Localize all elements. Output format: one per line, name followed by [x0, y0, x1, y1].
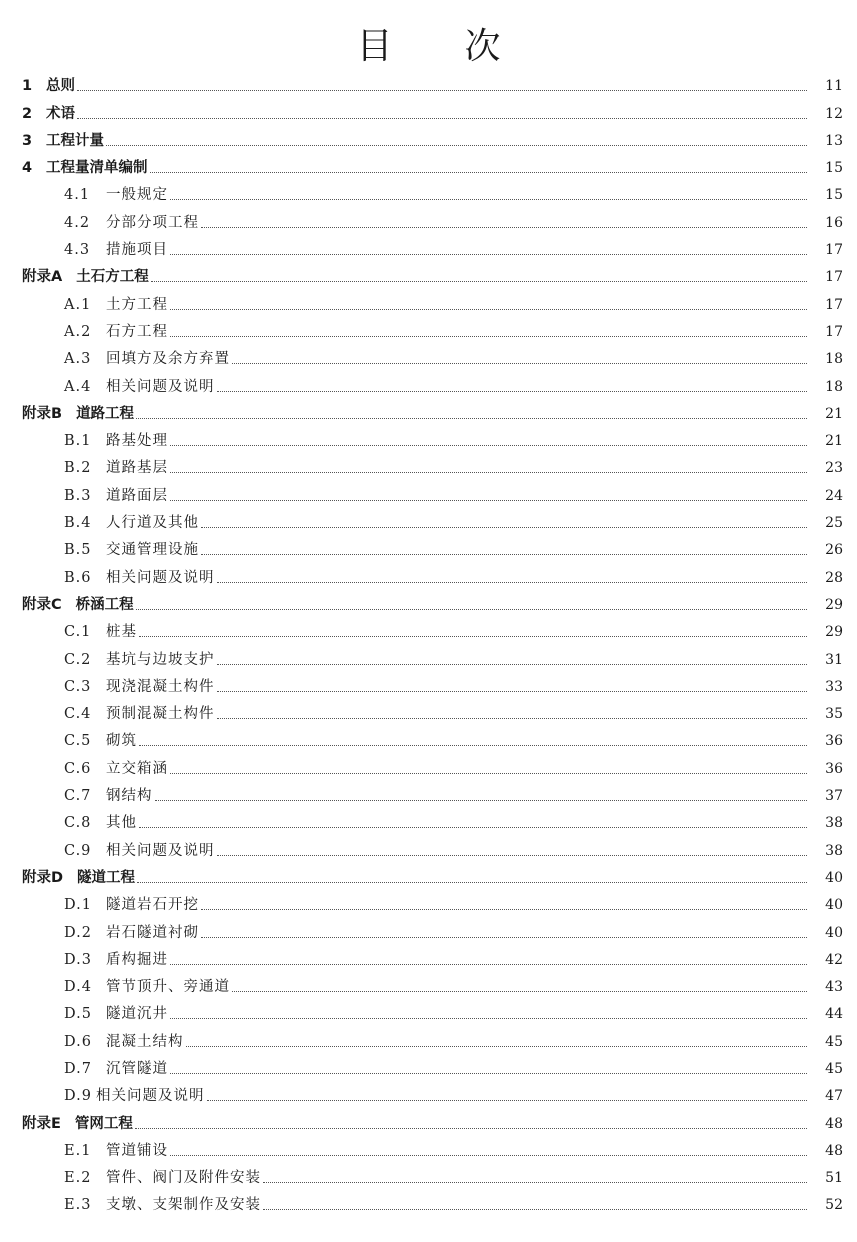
toc-entry-heading: [0, 542, 199, 559]
toc-entry-heading: [0, 324, 168, 341]
toc-entry-title: 沉管隧道: [106, 1060, 168, 1077]
toc-dot-leader: [170, 309, 807, 310]
toc-entry-number: B.5: [64, 542, 92, 559]
toc-dot-leader: [77, 118, 807, 119]
toc-entry-title: 钢结构: [106, 788, 153, 805]
toc-section-entry[interactable]: [0, 1057, 857, 1084]
toc-section-entry[interactable]: [0, 456, 857, 483]
toc-entry-heading: [0, 679, 215, 696]
toc-entry-heading: [0, 761, 168, 778]
toc-dot-leader: [201, 227, 807, 228]
toc-dot-leader: [217, 855, 808, 856]
toc-entry-title: 其他: [106, 815, 137, 832]
toc-dot-leader: [77, 90, 807, 91]
toc-entry-title: 道路工程: [76, 405, 135, 422]
toc-dot-leader: [135, 1128, 807, 1129]
toc-entry-title: 支墩、支架制作及安装: [106, 1197, 261, 1214]
toc-entry-number: E.1: [64, 1142, 92, 1159]
toc-page-number: 37: [825, 788, 843, 805]
toc-entry-number: C.8: [64, 815, 92, 832]
toc-entry-title: 工程计量: [46, 132, 104, 149]
toc-entry-number: 4.3: [64, 242, 91, 259]
toc-dot-leader: [170, 773, 807, 774]
toc-entry-number: 4: [22, 160, 33, 177]
toc-entry-heading: [0, 624, 137, 641]
toc-page-number: 17: [825, 269, 843, 286]
toc-entry-title: 预制混凝土构件: [106, 706, 215, 723]
toc-entry-number: B.4: [64, 515, 92, 532]
toc-entry-number: 3: [22, 132, 33, 149]
toc-chapter-entry[interactable]: [0, 156, 857, 183]
toc-page-number: 40: [825, 924, 843, 941]
toc-entry-heading: [0, 406, 134, 423]
toc-entry-heading: [0, 160, 148, 177]
toc-section-entry[interactable]: [0, 1193, 857, 1220]
toc-entry-number: 2: [22, 105, 33, 122]
toc-entry-heading: [0, 133, 104, 150]
toc-entry-title: 总则: [46, 78, 75, 95]
toc-entry-title: 相关问题及说明: [96, 1088, 205, 1105]
toc-section-entry[interactable]: [0, 483, 857, 510]
toc-dot-leader: [137, 882, 807, 883]
toc-entry-heading: [0, 925, 199, 942]
toc-dot-leader: [170, 199, 807, 200]
toc-entry-number: B.6: [64, 569, 92, 586]
toc-dot-leader: [201, 527, 807, 528]
toc-entry-heading: [0, 187, 168, 204]
toc-dot-leader: [170, 472, 807, 473]
toc-entry-title: 术语: [46, 105, 75, 122]
toc-chapter-entry[interactable]: [0, 265, 857, 292]
toc-entry-title: 土石方工程: [76, 269, 149, 286]
toc-entry-number: 附录A: [22, 269, 63, 286]
toc-dot-leader: [170, 1018, 807, 1019]
toc-entry-title: 基坑与边坡支护: [106, 651, 215, 668]
toc-entry-title: 石方工程: [106, 323, 168, 340]
toc-entry-number: D.3: [64, 951, 92, 968]
toc-page-number: 40: [825, 897, 843, 914]
toc-entry-title: 回填方及余方弃置: [106, 351, 230, 368]
toc-page-number: 16: [825, 214, 843, 231]
toc-entry-heading: [0, 815, 137, 832]
toc-entry-heading: [0, 733, 137, 750]
toc-entry-title: 岩石隧道衬砌: [106, 924, 199, 941]
toc-entry-title: 道路基层: [106, 460, 168, 477]
toc-page-number: 38: [825, 815, 843, 832]
toc-dot-leader: [106, 145, 807, 146]
toc-dot-leader: [201, 554, 807, 555]
toc-entry-title: 相关问题及说明: [106, 378, 215, 395]
toc-dot-leader: [186, 1046, 808, 1047]
toc-entry-title: 土方工程: [106, 296, 168, 313]
toc-entry-number: D.2: [64, 924, 92, 941]
toc-dot-leader: [170, 445, 807, 446]
toc-entry-heading: [0, 1116, 133, 1133]
toc-entry-heading: [0, 1143, 168, 1160]
toc-section-entry[interactable]: [0, 893, 857, 920]
toc-entry-title: 现浇混凝土构件: [106, 678, 215, 695]
toc-section-entry[interactable]: [0, 838, 857, 865]
toc-page-number: 21: [825, 405, 843, 422]
toc-entry-heading: [0, 515, 199, 532]
toc-section-entry[interactable]: [0, 756, 857, 783]
toc-page-number: 11: [825, 78, 843, 95]
toc-section-entry[interactable]: [0, 620, 857, 647]
table-of-contents: [0, 74, 857, 1220]
toc-page-number: 48: [825, 1115, 843, 1132]
toc-page-number: 43: [825, 979, 843, 996]
toc-entry-heading: [0, 1061, 168, 1078]
toc-chapter-entry[interactable]: [0, 101, 857, 128]
toc-section-entry[interactable]: [0, 565, 857, 592]
page-title: 目 次: [356, 26, 501, 67]
toc-dot-leader: [263, 1182, 807, 1183]
toc-entry-number: 附录B: [22, 405, 63, 422]
toc-page-number: 44: [825, 1006, 843, 1023]
toc-entry-number: C.1: [64, 624, 92, 641]
toc-page-number: 17: [825, 296, 843, 313]
toc-entry-title: 隧道沉井: [106, 1006, 168, 1023]
toc-entry-number: D.1: [64, 897, 92, 914]
toc-page-number: 36: [825, 760, 843, 777]
toc-page-number: 12: [825, 105, 843, 122]
toc-entry-title: 措施项目: [106, 242, 168, 259]
toc-dot-leader: [136, 418, 807, 419]
toc-entry-title: 相关问题及说明: [106, 842, 215, 859]
toc-entry-title: 管道铺设: [106, 1142, 168, 1159]
toc-page-number: 29: [825, 624, 843, 641]
toc-dot-leader: [201, 909, 807, 910]
toc-entry-title: 道路面层: [106, 487, 168, 504]
toc-entry-number: C.7: [64, 788, 92, 805]
toc-page-number: 48: [825, 1142, 843, 1159]
toc-entry-title: 人行道及其他: [106, 515, 199, 532]
toc-entry-heading: [0, 652, 215, 669]
toc-dot-leader: [170, 254, 807, 255]
toc-section-entry[interactable]: [0, 320, 857, 347]
toc-dot-leader: [170, 964, 807, 965]
toc-page-number: 33: [825, 678, 843, 695]
toc-page-number: 45: [825, 1060, 843, 1077]
toc-section-entry[interactable]: [0, 702, 857, 729]
toc-entry-number: 附录E: [22, 1115, 61, 1132]
toc-entry-heading: [0, 1088, 205, 1105]
toc-entry-title: 管网工程: [74, 1115, 133, 1132]
toc-entry-heading: [0, 78, 75, 95]
toc-section-entry[interactable]: [0, 948, 857, 975]
toc-page-number: 51: [825, 1170, 843, 1187]
toc-dot-leader: [217, 691, 808, 692]
toc-entry-title: 砌筑: [106, 733, 137, 750]
toc-entry-heading: [0, 1197, 261, 1214]
toc-entry-title: 隧道工程: [77, 869, 136, 886]
toc-section-entry[interactable]: [0, 429, 857, 456]
toc-entry-number: E.3: [64, 1197, 92, 1214]
toc-page-number: 38: [825, 842, 843, 859]
toc-page-number: 24: [825, 487, 843, 504]
toc-dot-leader: [170, 336, 807, 337]
toc-entry-title: 交通管理设施: [106, 542, 199, 559]
toc-page-number: 47: [825, 1088, 843, 1105]
toc-entry-heading: [0, 351, 230, 368]
toc-entry-number: C.9: [64, 842, 92, 859]
toc-entry-heading: [0, 215, 199, 232]
toc-entry-number: B.2: [64, 460, 92, 477]
toc-dot-leader: [263, 1209, 807, 1210]
toc-chapter-entry[interactable]: [0, 866, 857, 893]
toc-entry-number: A.3: [64, 351, 92, 368]
toc-entry-number: B.3: [64, 487, 92, 504]
toc-entry-heading: [0, 597, 134, 614]
toc-entry-heading: [0, 870, 135, 887]
toc-section-entry[interactable]: [0, 729, 857, 756]
toc-page-number: 13: [825, 132, 843, 149]
toc-dot-leader: [136, 609, 807, 610]
toc-page-number: 15: [825, 160, 843, 177]
toc-page-number: 42: [825, 951, 843, 968]
toc-page-number: 25: [825, 515, 843, 532]
toc-entry-title: 管节顶升、旁通道: [106, 979, 230, 996]
toc-section-entry[interactable]: [0, 1166, 857, 1193]
toc-section-entry[interactable]: [0, 511, 857, 538]
toc-section-entry[interactable]: [0, 647, 857, 674]
toc-section-entry[interactable]: [0, 374, 857, 401]
toc-entry-number: A.1: [64, 296, 92, 313]
toc-dot-leader: [207, 1100, 808, 1101]
toc-dot-leader: [139, 745, 807, 746]
toc-chapter-entry[interactable]: [0, 593, 857, 620]
toc-section-entry[interactable]: [0, 811, 857, 838]
toc-section-entry[interactable]: [0, 183, 857, 210]
toc-section-entry[interactable]: [0, 784, 857, 811]
toc-entry-heading: [0, 269, 149, 286]
toc-entry-heading: [0, 242, 168, 259]
toc-entry-number: C.6: [64, 760, 92, 777]
toc-dot-leader: [170, 1073, 807, 1074]
toc-dot-leader: [217, 664, 808, 665]
toc-entry-heading: [0, 297, 168, 314]
toc-page-number: 18: [825, 351, 843, 368]
toc-dot-leader: [155, 800, 808, 801]
toc-entry-number: D.9: [64, 1088, 92, 1105]
toc-section-entry[interactable]: [0, 538, 857, 565]
toc-entry-number: A.4: [64, 378, 92, 395]
toc-entry-heading: [0, 488, 168, 505]
toc-entry-heading: [0, 979, 230, 996]
toc-entry-title: 管件、阀门及附件安装: [106, 1170, 261, 1187]
toc-page-number: 36: [825, 733, 843, 750]
toc-page-number: 15: [825, 187, 843, 204]
toc-entry-heading: [0, 706, 215, 723]
toc-section-entry[interactable]: [0, 238, 857, 265]
toc-page-number: 35: [825, 706, 843, 723]
toc-entry-heading: [0, 1170, 261, 1187]
toc-entry-number: C.3: [64, 678, 92, 695]
toc-dot-leader: [217, 582, 808, 583]
toc-entry-heading: [0, 570, 215, 587]
toc-section-entry[interactable]: [0, 347, 857, 374]
toc-entry-number: D.6: [64, 1033, 92, 1050]
toc-page-number: 18: [825, 378, 843, 395]
toc-entry-number: D.5: [64, 1006, 92, 1023]
toc-page-number: 31: [825, 651, 843, 668]
toc-entry-title: 工程量清单编制: [46, 160, 148, 177]
toc-entry-heading: [0, 843, 215, 860]
toc-chapter-entry[interactable]: [0, 129, 857, 156]
toc-entry-heading: [0, 460, 168, 477]
toc-entry-number: 4.2: [64, 214, 91, 231]
toc-page-number: 23: [825, 460, 843, 477]
toc-section-entry[interactable]: [0, 210, 857, 237]
toc-entry-title: 混凝土结构: [106, 1033, 184, 1050]
toc-section-entry[interactable]: [0, 975, 857, 1002]
toc-dot-leader: [217, 391, 808, 392]
toc-section-entry[interactable]: [0, 1002, 857, 1029]
toc-entry-heading: [0, 897, 199, 914]
toc-entry-number: C.5: [64, 733, 92, 750]
toc-entry-heading: [0, 1006, 168, 1023]
toc-dot-leader: [217, 718, 808, 719]
toc-dot-leader: [232, 991, 807, 992]
toc-entry-heading: [0, 1034, 184, 1051]
toc-section-entry[interactable]: [0, 292, 857, 319]
toc-section-entry[interactable]: [0, 920, 857, 947]
toc-entry-number: D.7: [64, 1060, 92, 1077]
toc-entry-title: 立交箱涵: [106, 760, 168, 777]
toc-page-number: 17: [825, 323, 843, 340]
toc-entry-heading: [0, 433, 168, 450]
toc-entry-heading: [0, 952, 168, 969]
toc-page-number: 45: [825, 1033, 843, 1050]
toc-entry-number: A.2: [64, 323, 92, 340]
toc-entry-title: 盾构掘进: [106, 951, 168, 968]
toc-section-entry[interactable]: [0, 1029, 857, 1056]
toc-entry-title: 分部分项工程: [106, 214, 199, 231]
toc-page-number: 17: [825, 242, 843, 259]
toc-entry-title: 桩基: [106, 624, 137, 641]
toc-entry-number: 1: [22, 78, 33, 95]
toc-entry-heading: [0, 788, 153, 805]
toc-dot-leader: [232, 363, 807, 364]
toc-entry-number: 附录D: [22, 869, 64, 886]
toc-page-number: 28: [825, 569, 843, 586]
toc-page-number: 29: [825, 596, 843, 613]
toc-entry-number: D.4: [64, 979, 92, 996]
toc-dot-leader: [151, 281, 807, 282]
toc-section-entry[interactable]: [0, 675, 857, 702]
toc-section-entry[interactable]: [0, 1084, 857, 1111]
toc-dot-leader: [201, 937, 807, 938]
toc-entry-number: 4.1: [64, 187, 91, 204]
toc-entry-number: C.4: [64, 706, 92, 723]
toc-page-number: 52: [825, 1197, 843, 1214]
toc-dot-leader: [139, 636, 807, 637]
toc-chapter-entry[interactable]: [0, 402, 857, 429]
toc-entry-title: 一般规定: [106, 187, 168, 204]
toc-dot-leader: [139, 827, 807, 828]
toc-dot-leader: [150, 172, 808, 173]
toc-entry-title: 路基处理: [106, 433, 168, 450]
toc-entry-number: E.2: [64, 1170, 92, 1187]
toc-entry-heading: [0, 106, 75, 123]
toc-entry-number: B.1: [64, 433, 92, 450]
toc-section-entry[interactable]: [0, 1139, 857, 1166]
toc-entry-heading: [0, 379, 215, 396]
toc-chapter-entry[interactable]: [0, 1111, 857, 1138]
toc-page-number: 21: [825, 433, 843, 450]
toc-entry-number: 附录C: [22, 596, 62, 613]
toc-entry-title: 相关问题及说明: [106, 569, 215, 586]
toc-page-number: 40: [825, 869, 843, 886]
toc-dot-leader: [170, 500, 807, 501]
toc-entry-title: 隧道岩石开挖: [106, 897, 199, 914]
toc-dot-leader: [170, 1155, 807, 1156]
toc-entry-title: 桥涵工程: [75, 596, 134, 613]
toc-page-number: 26: [825, 542, 843, 559]
toc-chapter-entry[interactable]: [0, 74, 857, 101]
toc-entry-number: C.2: [64, 651, 92, 668]
